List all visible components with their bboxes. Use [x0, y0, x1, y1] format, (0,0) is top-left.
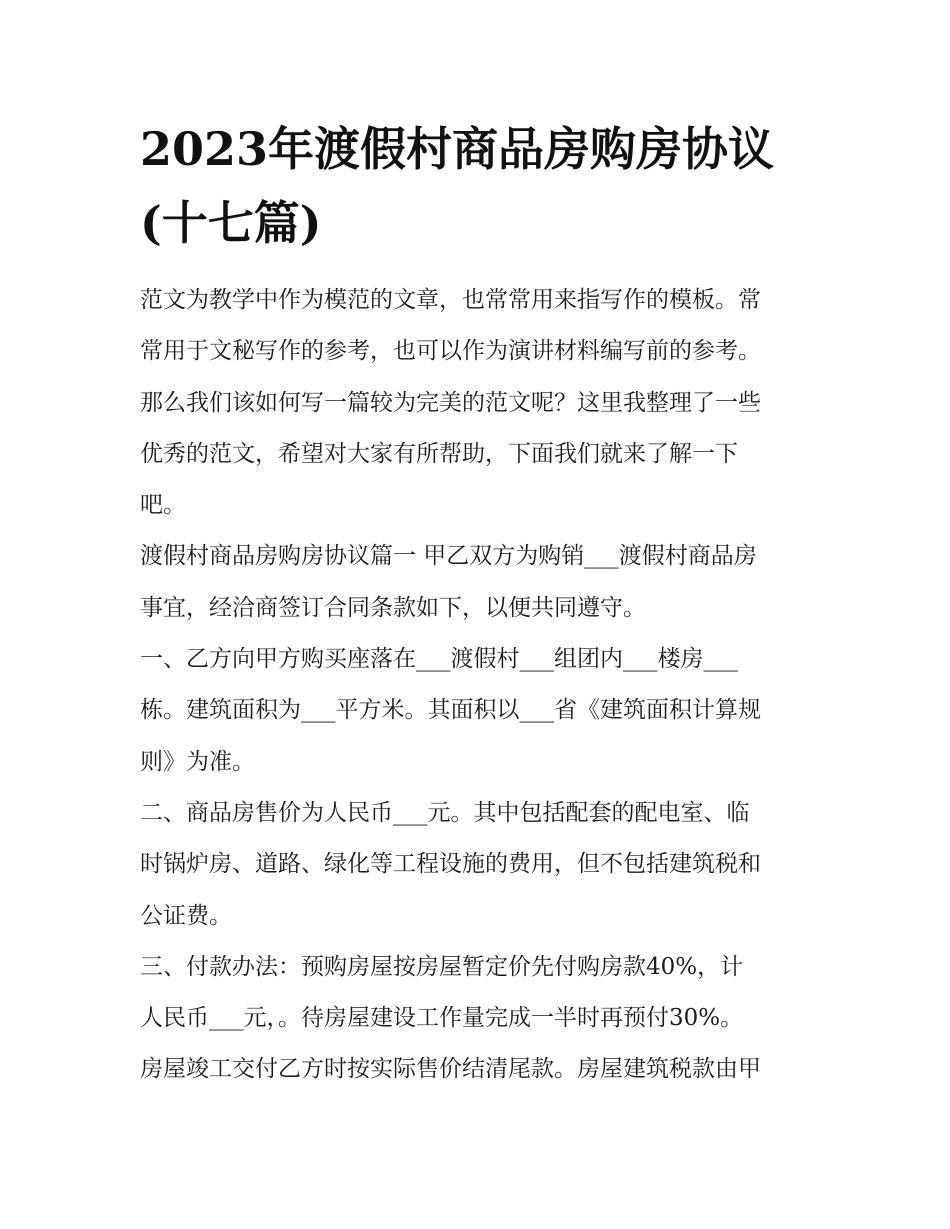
body-line: 则》为准。 [140, 748, 255, 775]
body-line: 二、商品房售价为人民币___元。其中包括配套的配电室、临 [140, 799, 750, 826]
body-line: 事宜，经洽商签订合同条款如下，以便共同遵守。 [140, 594, 646, 621]
document-body [140, 275, 820, 1096]
body-line: 吧。 [140, 492, 186, 519]
body-line: 时锅炉房、道路、绿化等工程设施的费用，但不包括建筑税和 [140, 851, 761, 878]
body-line: 公证费。 [140, 902, 232, 929]
body-line: 一、乙方向甲方购买座落在___渡假村___组团内___楼房___ [140, 646, 738, 673]
body-line: 栋。建筑面积为___平方米。其面积以___省《建筑面积计算规 [140, 697, 761, 724]
body-line: 渡假村商品房购房协议篇一 甲乙双方为购销___渡假村商品房 [140, 543, 757, 570]
title-line-1: 2023年渡假村商品房购房协议 [140, 122, 775, 176]
title-line-2: (十七篇) [140, 196, 322, 250]
document-title [140, 112, 830, 260]
body-line: 常用于文秘写作的参考，也可以作为演讲材料编写前的参考。 [140, 338, 761, 365]
body-line: 那么我们该如何写一篇较为完美的范文呢？这里我整理了一些 [140, 389, 761, 416]
body-line: 范文为教学中作为模范的文章，也常常用来指写作的模板。常 [140, 287, 761, 313]
body-line: 三、付款办法：预购房屋按房屋暂定价先付购房款40%，计 [140, 953, 744, 980]
body-line: 房屋竣工交付乙方时按实际售价结清尾款。房屋建筑税款由甲 [140, 1056, 761, 1083]
body-line: 优秀的范文，希望对大家有所帮助，下面我们就来了解一下 [140, 440, 738, 467]
body-line: 人民币___元，。待房屋建设工作量完成一半时再预付30%。 [140, 1005, 744, 1032]
